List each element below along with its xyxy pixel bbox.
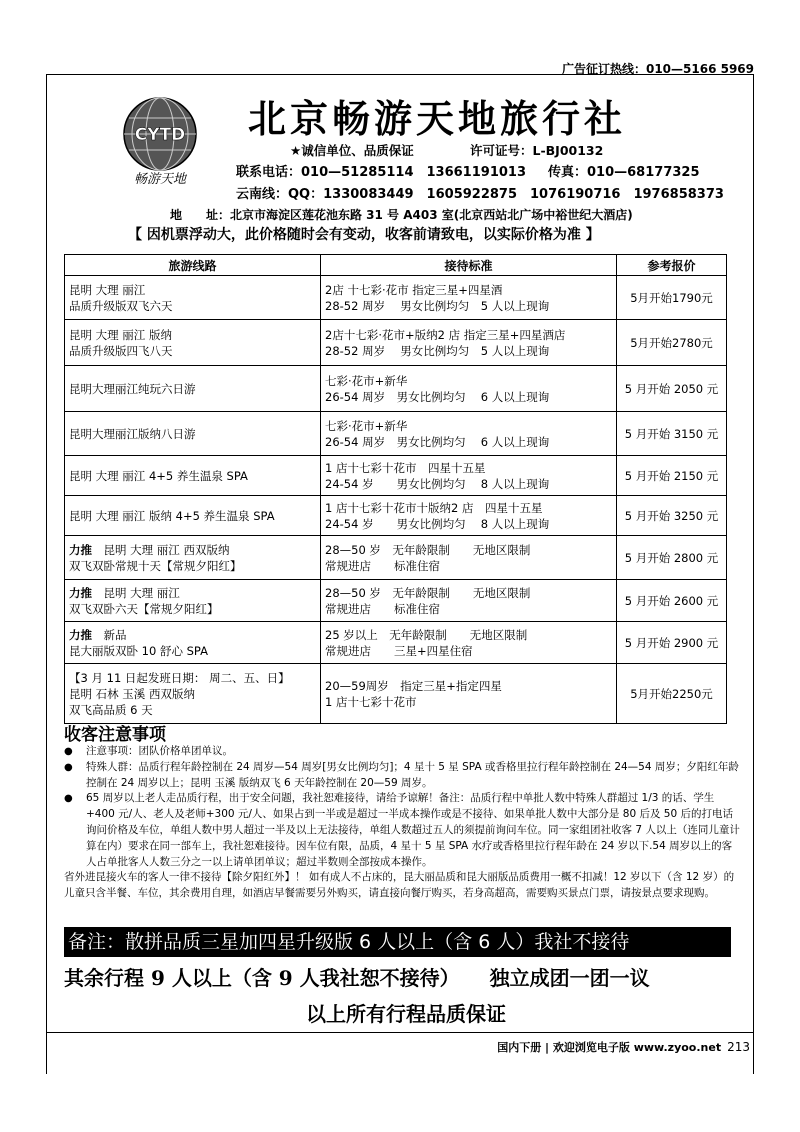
remark-banner: 备注：散拼品质三星加四星升级版 6 人以上（含 6 人）我社不接待 xyxy=(64,927,731,957)
standard-cell xyxy=(321,412,617,456)
tour-price-table xyxy=(64,254,727,724)
standard-cell xyxy=(321,496,617,536)
note-item: ● 特殊人群：品质行程年龄控制在 24 周岁—54 周岁[男女比例均匀]；4 星十 5 星 SPA 或香格里拉行程年龄控制在 24—54 周岁；夕阳红年龄控制在 24 周岁以上；昆明 玉溪 版纳双飞 6 天年龄控制在 20—59 周岁。 xyxy=(64,760,740,792)
header-route: 旅游线路 xyxy=(65,255,321,276)
standard-cell xyxy=(321,276,617,320)
header-standard: 接待标准 xyxy=(321,255,617,276)
standard-line: 1 店十七彩十花市十版纳2 店 四星十五星 xyxy=(325,500,543,515)
standard-line: 28-52 周岁 男女比例均匀 5 人以上现询 xyxy=(325,298,550,313)
table-row xyxy=(65,320,727,366)
standard-line: 20—59周岁 指定三星+指定四星 xyxy=(325,678,502,693)
route-line: 双飞双卧常规十天【常规夕阳红】 xyxy=(69,558,242,573)
price-cell: 5 月开始 2600 元 xyxy=(617,580,727,622)
slogan: ★诚信单位、品质保证 xyxy=(290,143,414,158)
table-row xyxy=(65,536,727,580)
route-line: 昆明 大理 丽江 版纳 xyxy=(69,327,172,342)
price-cell: 5月开始1790元 xyxy=(617,276,727,320)
quality-guarantee: 以上所有行程品质保证 xyxy=(306,1002,506,1026)
standard-line: 25 岁以上 无年龄限制 无地区限制 xyxy=(325,627,528,642)
featured-tag: 力推 xyxy=(69,585,92,600)
table-header-row xyxy=(65,255,727,276)
standard-line: 七彩·花市+新华 xyxy=(325,418,408,433)
standard-cell xyxy=(321,320,617,366)
route-cell xyxy=(65,496,321,536)
standard-line: 常规进店 三星+四星住宿 xyxy=(325,643,473,658)
standard-cell xyxy=(321,456,617,496)
phone-numbers: 联系电话：010—51285114 13661191013 xyxy=(236,165,526,180)
route-cell xyxy=(65,320,321,366)
address: 地 址：北京市海淀区莲花池东路 31 号 A403 室(北京西站北广场中裕世纪大酒店) xyxy=(170,208,633,222)
price-cell: 5 月开始 2800 元 xyxy=(617,536,727,580)
footer-divider xyxy=(46,1032,754,1033)
table-row xyxy=(65,622,727,664)
route-line: 双飞高品质 6 天 xyxy=(69,702,153,717)
qq-numbers: 云南线：QQ：1330083449 1605922875 1076190716 1976858373 xyxy=(236,187,724,202)
price-cell: 5 月开始 2050 元 xyxy=(617,366,727,412)
standard-line: 26-54 周岁 男女比例均匀 6 人以上现询 xyxy=(325,434,550,449)
route-line: 昆明 石林 玉溪 西双版纳 xyxy=(69,686,195,701)
standard-line: 26-54 周岁 男女比例均匀 6 人以上现询 xyxy=(325,389,550,404)
notes-title: 收客注意事项 xyxy=(64,725,166,745)
table-row xyxy=(65,580,727,622)
standard-cell xyxy=(321,536,617,580)
route-cell xyxy=(65,412,321,456)
standard-cell xyxy=(321,664,617,724)
note-item: ● 注意事项：团队价格单团单议。 xyxy=(64,744,740,760)
route-line: 昆明 大理 丽江 西双版纳 xyxy=(92,542,230,557)
table-row xyxy=(65,456,727,496)
standard-line: 常规进店 标准住宿 xyxy=(325,601,440,616)
price-cell: 5 月开始 3150 元 xyxy=(617,412,727,456)
price-cell: 5 月开始 2150 元 xyxy=(617,456,727,496)
featured-tag: 力推 xyxy=(69,627,92,642)
route-line: 昆明 大理 丽江 4+5 养生温泉 SPA xyxy=(69,468,248,483)
standard-line: 28-52 周岁 男女比例均匀 5 人以上现询 xyxy=(325,343,550,358)
standard-cell xyxy=(321,366,617,412)
standard-cell xyxy=(321,580,617,622)
route-cell xyxy=(65,536,321,580)
standard-line: 1 店十七彩十花市 xyxy=(325,694,417,709)
logo-caption: 畅游天地 xyxy=(133,172,187,186)
license-number: 许可证号：L-BJ00132 xyxy=(470,143,604,158)
route-line: 【3 月 11 日起发班日期： 周二、五、日】 xyxy=(69,670,290,685)
route-line: 昆明 大理 丽江 xyxy=(92,585,180,600)
route-line: 昆明 大理 丽江 xyxy=(69,282,146,297)
agency-name: 北京畅游天地旅行社 xyxy=(248,96,627,141)
standard-line: 24-54 岁 男女比例均匀 8 人以上现询 xyxy=(325,476,550,491)
standard-line: 1 店十七彩十花市 四星十五星 xyxy=(325,460,486,475)
route-cell xyxy=(65,580,321,622)
route-line: 品质升级版双飞六天 xyxy=(69,298,173,313)
route-cell xyxy=(65,276,321,320)
page-number: 213 xyxy=(727,1040,750,1054)
standard-line: 24-54 岁 男女比例均匀 8 人以上现询 xyxy=(325,516,550,531)
globe-logo xyxy=(112,90,208,186)
standard-line: 28—50 岁 无年龄限制 无地区限制 xyxy=(325,585,531,600)
standard-line: 2店十七彩·花市+版纳2 店 指定三星+四星酒店 xyxy=(325,327,566,342)
route-cell xyxy=(65,456,321,496)
table-row xyxy=(65,276,727,320)
closing-statement: 其余行程 9 人以上（含 9 人我社恕不接待） 独立成团一团一议 xyxy=(64,966,650,990)
featured-tag: 力推 xyxy=(69,542,92,557)
fax-number: 传真：010—68177325 xyxy=(548,165,700,180)
price-cell: 5月开始2780元 xyxy=(617,320,727,366)
route-cell xyxy=(65,366,321,412)
notes-section xyxy=(64,744,740,902)
price-cell: 5月开始2250元 xyxy=(617,664,727,724)
table-row xyxy=(65,496,727,536)
footer-text: 国内下册 | 欢迎浏览电子版 www.zyoo.net xyxy=(497,1041,722,1054)
standard-line: 2店 十七彩·花市 指定三星+四星酒 xyxy=(325,282,503,297)
route-line: 昆大丽版双卧 10 舒心 SPA xyxy=(69,643,208,658)
standard-line: 常规进店 标准住宿 xyxy=(325,558,440,573)
route-line: 昆明 大理 丽江 版纳 4+5 养生温泉 SPA xyxy=(69,508,275,523)
contact-line xyxy=(236,161,700,180)
price-notice: 【 因机票浮动大，此价格随时会有变动，收客前请致电，以实际价格为准 】 xyxy=(128,227,600,243)
header-price: 参考报价 xyxy=(617,255,727,276)
table-row xyxy=(65,366,727,412)
price-cell: 5 月开始 2900 元 xyxy=(617,622,727,664)
logo-letters: CYTD xyxy=(134,125,186,145)
route-line: 新品 xyxy=(92,627,127,642)
standard-cell xyxy=(321,622,617,664)
price-cell: 5 月开始 3250 元 xyxy=(617,496,727,536)
note-extra: 省外进昆接火车的客人一律不接待【除夕阳红外】！ 如有成人不占床的，昆大丽品质和昆大丽版品质费用一概不扣减！12 岁以下（含 12 岁）的儿童只含半餐、车位，其余费用自理，如酒店早餐需要另外购买，请直接向餐厅购买，若身高超高，需要购买景点门票，请按景点要求现购。 xyxy=(64,871,735,900)
page-footer xyxy=(497,1039,750,1055)
ad-hotline: 广告征订热线：010—5166 5969 xyxy=(561,62,754,76)
route-cell xyxy=(65,622,321,664)
route-line: 昆明大理丽江纯玩六日游 xyxy=(69,381,196,396)
standard-line: 七彩·花市+新华 xyxy=(325,373,408,388)
route-line: 双飞双卧六天【常规夕阳红】 xyxy=(69,601,219,616)
route-cell xyxy=(65,664,321,724)
standard-line: 28—50 岁 无年龄限制 无地区限制 xyxy=(325,542,531,557)
route-line: 昆明大理丽江版纳八日游 xyxy=(69,426,196,441)
route-line: 品质升级版四飞八天 xyxy=(69,343,173,358)
table-row xyxy=(65,664,727,724)
table-row xyxy=(65,412,727,456)
note-item: ● 65 周岁以上老人走品质行程，出于安全问题，我社恕难接待，请给予谅解！备注：品质行程中单批人数中特殊人群超过 1/3 的话、学生+400 元/人、老人及老师+300 元/人、如果占到一半或是超过一半成本操作或是不接待、如果单批人数中大部分是 80 后及 50 后的打电话询问价格及车位，单组人数中男人超过一半及以上无法接待，单组人数超过五人的须提前询问车位。同一家组团社收客 7 人以上（连同儿童计算在内）要求在同一部车上，我社恕难接待。因车位有限，品质，4 星十 5 星 SPA 水疗或香格里拉行程年龄在 24 岁以下.54 周岁以上的客人占单批客人人数三分之一以上请单团单议；超过半数则全部按成本操作。 xyxy=(64,791,740,870)
